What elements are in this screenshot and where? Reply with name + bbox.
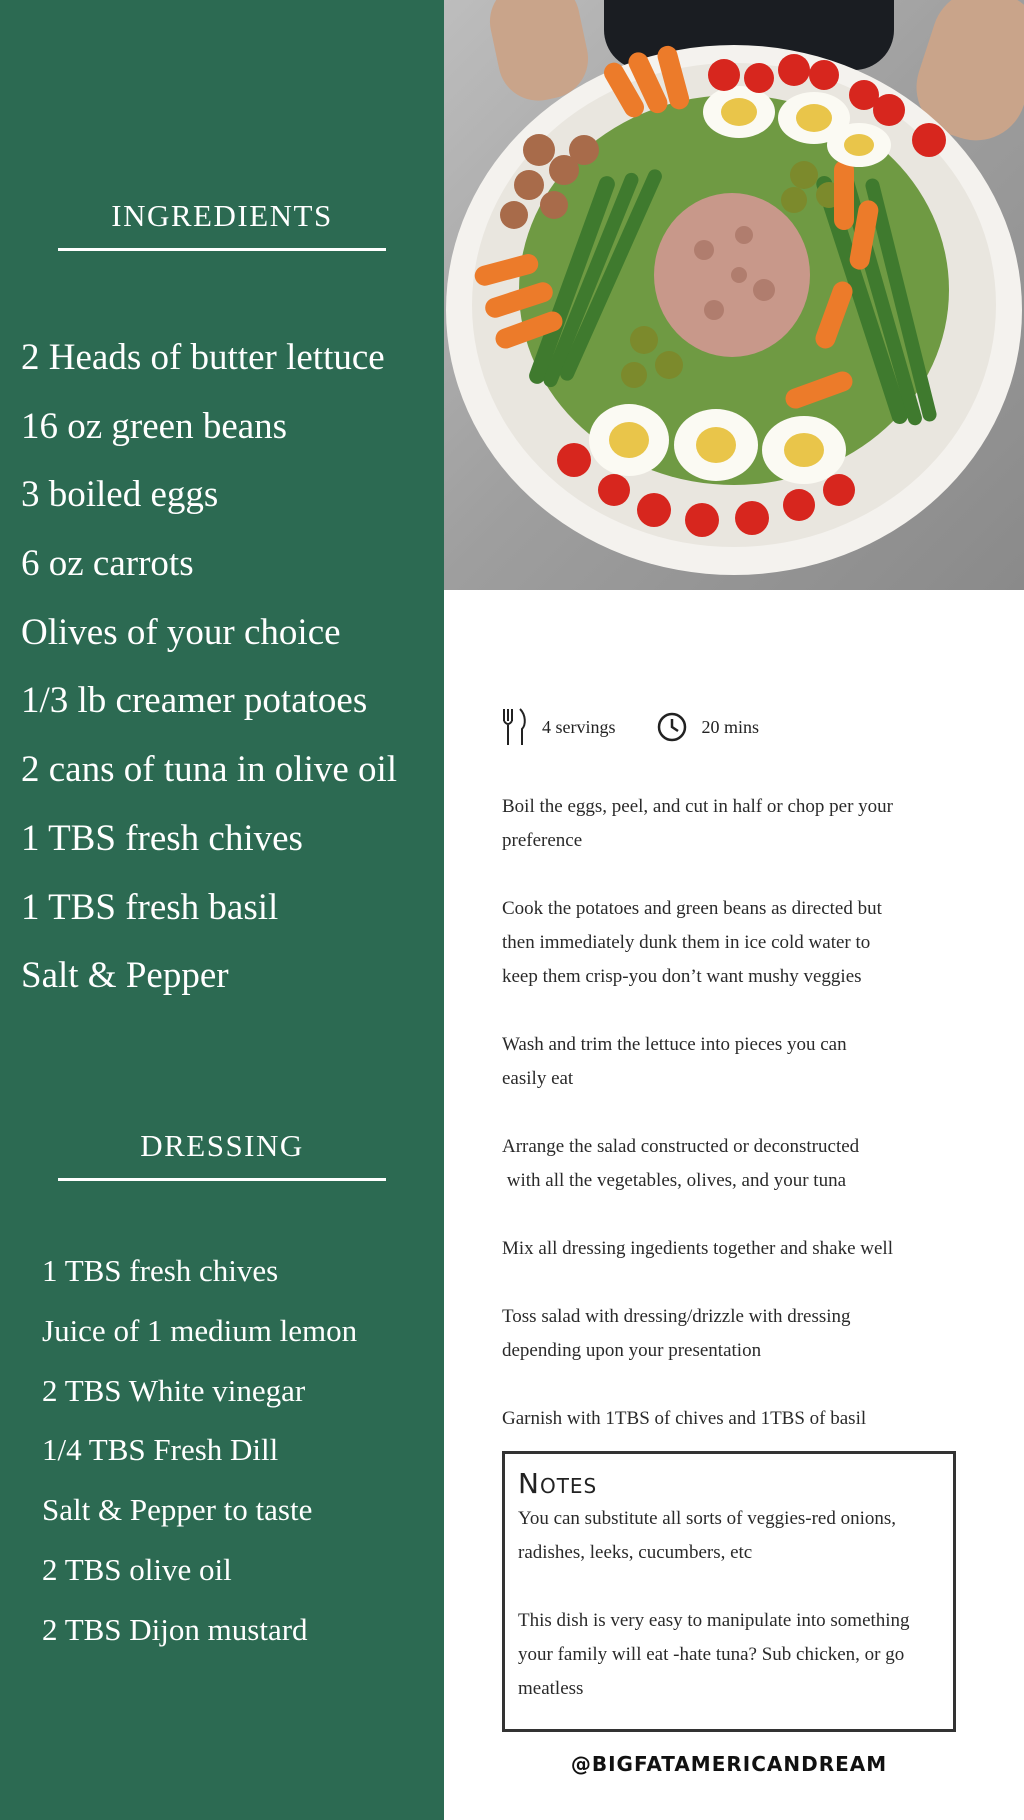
servings-text: 4 servings	[542, 716, 616, 737]
step	[502, 892, 972, 994]
dressing-list	[42, 1245, 442, 1664]
notes-line: meatless	[518, 1678, 584, 1699]
ingredient-item: 3 boiled eggs	[21, 474, 219, 516]
notes-paragraph	[518, 1604, 953, 1706]
notes-title: Notes	[518, 1467, 598, 1500]
ingredients-heading: INGREDIENTS	[111, 198, 333, 233]
step	[502, 1028, 972, 1096]
step-line: Boil the eggs, peel, and cut in half or chop per your	[502, 796, 893, 817]
dressing-item: 2 TBS White vinegar	[42, 1372, 306, 1408]
step-line: keep them crisp-you don’t want mushy veggies	[502, 966, 862, 987]
step-line: easily eat	[502, 1068, 574, 1089]
dressing-heading: DRESSING	[140, 1128, 304, 1163]
salad-platter-illustration	[444, 0, 1024, 590]
notes-box	[502, 1451, 956, 1732]
ingredient-item: 2 Heads of butter lettuce	[21, 337, 385, 378]
clock-icon	[656, 711, 688, 743]
dressing-heading-rule	[58, 1178, 386, 1181]
time-text: 20 mins	[701, 716, 760, 737]
recipe-info-row	[500, 705, 799, 749]
fork-knife-icon	[500, 707, 528, 747]
step-line: preference	[502, 830, 583, 851]
ingredient-item: 1 TBS fresh chives	[21, 817, 303, 859]
step-line: Arrange the salad constructed or deconstructed	[502, 1136, 860, 1157]
step	[502, 790, 972, 858]
notes-line: your family will eat -hate tuna? Sub chicken, or go	[518, 1644, 905, 1665]
step-line: with all the vegetables, olives, and your tuna	[502, 1170, 847, 1191]
step-line: Garnish with 1TBS of chives and 1TBS of basil	[502, 1408, 867, 1429]
dressing-item: Salt & Pepper to taste	[42, 1492, 313, 1528]
ingredient-item: 6 oz carrots	[21, 543, 194, 585]
notes-line: You can substitute all sorts of veggies-red onions,	[518, 1508, 897, 1529]
ingredients-panel	[0, 0, 444, 1820]
dressing-item: 2 TBS olive oil	[42, 1551, 232, 1587]
step-line: Cook the potatoes and green beans as directed but	[502, 898, 882, 919]
ingredient-item: 1/3 lb creamer potatoes	[21, 680, 368, 722]
ingredient-item: Olives of your choice	[21, 611, 341, 653]
dressing-item: 2 TBS Dijon mustard	[42, 1611, 308, 1647]
social-handle: @BIGFATAMERICANDREAM	[570, 1752, 888, 1776]
ingredients-list	[21, 330, 441, 1017]
step	[502, 1232, 972, 1266]
ingredient-item: 16 oz green beans	[21, 405, 288, 447]
step-line: Mix all dressing ingedients together and shake well	[502, 1238, 893, 1259]
step	[502, 1300, 972, 1368]
step	[502, 1402, 972, 1436]
step-line: then immediately dunk them in ice cold water to	[502, 932, 871, 953]
salad-photo	[444, 0, 1024, 590]
notes-line: radishes, leeks, cucumbers, etc	[518, 1542, 753, 1563]
step-line: depending upon your presentation	[502, 1340, 762, 1361]
dressing-item: 1 TBS fresh chives	[42, 1253, 279, 1288]
ingredient-item: 2 cans of tuna in olive oil	[21, 749, 398, 791]
step-line: Wash and trim the lettuce into pieces you can	[502, 1034, 847, 1055]
step	[502, 1130, 972, 1198]
notes-line: This dish is very easy to manipulate into something	[518, 1610, 910, 1631]
ingredient-item: 1 TBS fresh basil	[21, 886, 279, 928]
ingredient-item: Salt & Pepper	[21, 955, 229, 997]
instructions	[502, 790, 972, 1436]
step-line: Toss salad with dressing/drizzle with dressing	[502, 1306, 851, 1327]
dressing-item: Juice of 1 medium lemon	[42, 1312, 358, 1348]
dressing-item: 1/4 TBS Fresh Dill	[42, 1432, 279, 1468]
notes-paragraph	[518, 1502, 953, 1570]
ingredients-heading-rule	[58, 248, 386, 251]
